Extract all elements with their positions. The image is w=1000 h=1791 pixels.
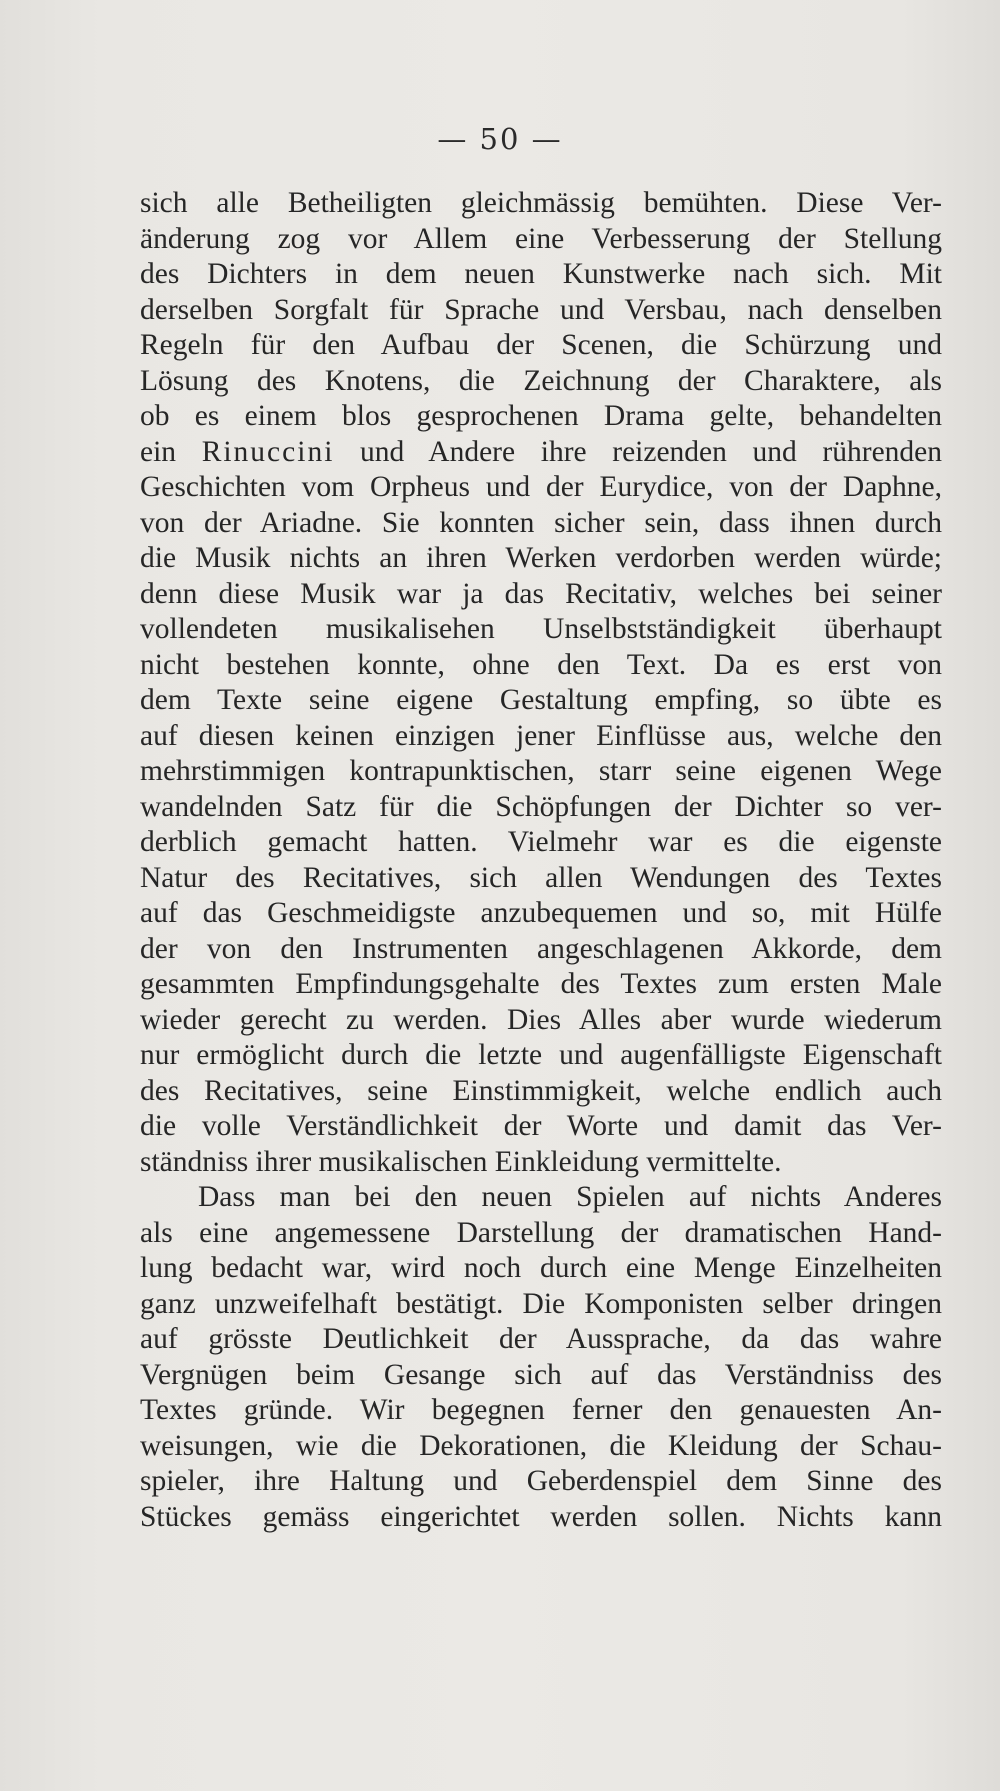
text-line: als eine angemessene Darstellung der dramatischen Hand-	[140, 1216, 942, 1249]
text-line: wieder gerecht zu werden. Dies Alles aber wurde wiederum	[140, 1003, 942, 1036]
text-line: des Dichters in dem neuen Kunstwerke nach sich. Mit	[140, 258, 942, 290]
body-text	[140, 186, 942, 1535]
text-line: ständniss ihrer musikalischen Einkleidung vermittelte.	[140, 1145, 782, 1178]
text-line: Geschichten vom Orpheus und der Eurydice, von der Daphne,	[140, 471, 942, 503]
text-line: die Musik nichts an ihren Werken verdorben werden würde;	[140, 542, 942, 574]
text-line: des Recitatives, seine Einstimmigkeit, welche endlich auch	[140, 1074, 942, 1107]
page-number: — 50 —	[437, 122, 563, 156]
text-line: denn diese Musik war ja das Recitativ, welches bei seiner	[140, 577, 942, 610]
text-line: Dass man bei den neuen Spielen auf nichts Anderes	[198, 1181, 942, 1213]
text-line: der von den Instrumenten angeschlagenen Akkorde, dem	[140, 932, 942, 965]
text-line: weisungen, wie die Dekorationen, die Kleidung der Schau-	[140, 1429, 942, 1462]
text-line: mehrstimmigen kontrapunktischen, starr seine eigenen Wege	[140, 755, 942, 787]
text-line: derblich gemacht hatten. Vielmehr war es die eigenste	[140, 826, 942, 858]
text-line: nicht bestehen konnte, ohne den Text. Da es erst von	[140, 648, 942, 681]
text-line: Textes gründe. Wir begegnen ferner den genauesten An-	[140, 1394, 942, 1426]
text-line: nur ermöglicht durch die letzte und augenfälligste Eigenschaft	[140, 1039, 942, 1071]
text-line: wandelnden Satz für die Schöpfungen der Dichter so ver-	[140, 790, 942, 823]
text-line: dem Texte seine eigene Gestaltung empfing, so übte es	[140, 684, 942, 716]
text-line: lung bedacht war, wird noch durch eine Menge Einzelheiten	[140, 1252, 942, 1284]
text-line: ob es einem blos gesprochenen Drama gelte, behandelten	[140, 400, 942, 432]
emphasized-name: Rinuccini	[201, 435, 335, 468]
text-line: die volle Verständlichkeit der Worte und damit das Ver-	[140, 1110, 942, 1142]
text-line: vollendeten musikalisehen Unselbstständigkeit überhaupt	[140, 613, 942, 645]
text-line: gesammten Empfindungsgehalte des Textes zum ersten Male	[140, 968, 942, 1000]
text-line: sich alle Betheiligten gleichmässig bemühten. Diese Ver-	[140, 187, 942, 219]
text-line: auf grösste Deutlichkeit der Aussprache, da das wahre	[140, 1323, 942, 1355]
text-line: spieler, ihre Haltung und Geberdenspiel dem Sinne des	[140, 1465, 942, 1497]
text-line: Natur des Recitatives, sich allen Wendungen des Textes	[140, 861, 942, 894]
text-line: von der Ariadne. Sie konnten sicher sein, dass ihnen durch	[140, 506, 942, 539]
text-line: ein Rinuccini und Andere ihre reizenden und rührenden	[140, 435, 942, 468]
text-line: Regeln für den Aufbau der Scenen, die Schürzung und	[140, 329, 942, 361]
text-line: auf das Geschmeidigste anzubequemen und so, mit Hülfe	[140, 897, 942, 929]
text-line: derselben Sorgfalt für Sprache und Versbau, nach denselben	[140, 293, 942, 326]
text-line: auf diesen keinen einzigen jener Einflüsse aus, welche den	[140, 719, 942, 752]
text-line: änderung zog vor Allem eine Verbesserung der Stellung	[140, 222, 942, 255]
text-line: Stückes gemäss eingerichtet werden sollen. Nichts kann	[140, 1500, 942, 1533]
text-line: ganz unzweifelhaft bestätigt. Die Komponisten selber dringen	[140, 1287, 942, 1320]
text-line: Lösung des Knotens, die Zeichnung der Charaktere, als	[140, 364, 942, 397]
text-line: Vergnügen beim Gesange sich auf das Verständniss des	[140, 1358, 942, 1391]
